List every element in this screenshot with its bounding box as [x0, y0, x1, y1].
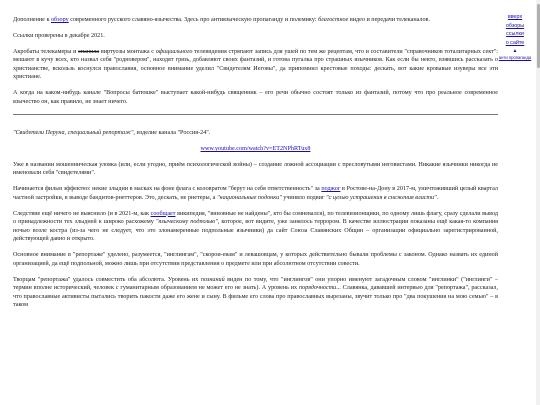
- creative-text: Творцам "репортажа" удалось совместить оба абсолюта. Уровень их: [13, 276, 201, 283]
- investigation-text-3: , которое, вот видите, уже занялось террором. В качестве иллюстрации показаны ещё какая-то компания ночью возле костра (из-за чего не следует, что это злонамеренные подпольные язычники) да сайт Союза Славянских Общин – организации официально зарегистрированной, действующей давно и открыто.: [13, 219, 498, 243]
- acrobats-text-2: виртуозы монтажа с: [99, 48, 156, 55]
- creative-text-3: ... Славянка, дававшей интервью для "репортажа", рассказал, что православные активисты пытались творить пакости даже его жене и сыну. В фильме его слова про православных вырезаны, звучит только про "два покушения на мою семью" – в таком: [13, 285, 499, 309]
- nav-reviews-link[interactable]: обзоры: [505, 22, 525, 29]
- links-checked-note: Ссылки проверены в декабре 2021.: [13, 32, 105, 39]
- side-navigation: [496, 14, 534, 62]
- creative-italic: познаний: [200, 276, 225, 283]
- fire-text: Начинается фильм эффектно: некие злыдни в масках на фоне флага с коловратом "берут на себя ответственность" за: [13, 186, 322, 193]
- fire-text-4: .: [436, 194, 439, 201]
- creative-italic-2: порядочности: [298, 285, 337, 292]
- intro-italic: благостное: [318, 17, 349, 23]
- investigation-paragraph: [13, 210, 498, 244]
- priest-paragraph: А когда на каком-нибудь канале "Вопросы батюшке" выступает какой-нибудь священник – его речи обычно состоят только из фантазий, потому что про реальное современное язычество он, как правило, не знает ничего.: [13, 90, 498, 105]
- acrobats-paragraph: [13, 48, 498, 82]
- intro-text-2: современного русского славяно-язычества. Здесь про антиязыческую пропаганду и полемику:: [68, 17, 319, 23]
- youtube-link[interactable]: www.youtube.com/watch?v=ET2NPhRTux8: [200, 146, 311, 153]
- investigation-italic: "языческому подполью": [155, 219, 218, 226]
- fire-text-3: учиняло подвиг: [281, 194, 327, 201]
- attention-paragraph: Основное внимание в "репортаже" уделено, разумеется, "инглингам", "скорои-евам" и левашовцам, у которых действительно бывали проблемы с законом. Однако назвать их единой организацией, да ещё подпольной, можно лишь при отсутствии представления о предмете или при абсолютном отсутствии совести.: [13, 252, 498, 267]
- intro-text-3: видео и передачи телеканалов.: [348, 17, 430, 23]
- up-arrow-icon[interactable]: ▲: [512, 47, 518, 54]
- nav-up-link[interactable]: вверх: [507, 14, 523, 20]
- acrobats-italic: официального: [155, 48, 193, 55]
- fire-italic: "национальные подонки": [216, 194, 282, 201]
- article-content: [13, 16, 498, 317]
- vertical-scrollbar[interactable]: [536, 0, 540, 405]
- title-paragraph: Уже в названии мошенническая уловка (или, если угодно, приём психологической войны) – создание ложной ассоциации с пресловутыми иеговистами. Никакие язычники никогда не именовали себя "свидетелями".: [13, 161, 498, 177]
- scrollbar-thumb[interactable]: [537, 4, 540, 68]
- video-title-italic: "Свидетели Перуна, специальный репортаж": [13, 130, 134, 137]
- fire-paragraph: [13, 185, 498, 202]
- nav-about-link[interactable]: о сайте: [505, 40, 525, 47]
- investigation-text-2: википедия, "виновные не найдены", кто бы сомневался), по телевизионщики, по одному лишь флагу, сразу сделали вывод о принадлежности тех злыдней к широко расхожему: [13, 210, 499, 226]
- video-link-row: [13, 145, 498, 154]
- acrobats-text: Акробаты телекамеры и: [13, 48, 79, 55]
- video-title: [13, 129, 498, 138]
- review-link[interactable]: обзору: [50, 17, 69, 23]
- nav-antipropaganda-link[interactable]: анти пропаганда: [498, 54, 532, 60]
- intro-text: Дополнение к: [13, 17, 51, 23]
- nav-links-link[interactable]: ссылки: [506, 31, 524, 38]
- arson-link[interactable]: поджог: [321, 186, 341, 193]
- intro-paragraph: [13, 16, 498, 25]
- fire-italic-2: "с целью устрашения в снежения власти": [326, 194, 437, 201]
- video-title-rest: , изделие канала "Россия-24".: [133, 130, 211, 137]
- spacer: [13, 115, 498, 129]
- investigation-text: Следствие ещё ничего не выяснило (и в 2021-м, как: [13, 210, 151, 217]
- wikipedia-link[interactable]: сообщает: [150, 210, 176, 217]
- fire-text-2: в Ростове-на-Дону в 2017-м, уничтоживший целый квартал частной застройки, в выводе бандитов-рнеттеров. Это, дескать, не рнетеры, а: [13, 186, 498, 201]
- creative-paragraph: [13, 276, 498, 310]
- acrobats-strike: спанила: [78, 48, 100, 55]
- creative-text-2: виден по тому, что "инглингов" они упорно именуют загадочным словом "инглинки" ("инглинги" – термин вполне исторический, человек с гуманитарным образованием не может его не знать). А уровень их: [13, 276, 499, 292]
- acrobats-text-3: телевидения стряпают запись для ушей по тем же рецептам, что и составители "справочников тоталитарных сект": мешают в кучу всех, кто назвал себя "родновером", находят грязь, добавляют своих фантазий, и готова пугалка про страшных язычников. Как если бы некто, взявшись рассказать о христианстве, вскользь коснулся православия, основное внимание уделил "Свидетелям Иеговы", да припомнил крестовые походы: дескать, вот какие кровавые изуверы все эти христиане.: [13, 48, 498, 81]
